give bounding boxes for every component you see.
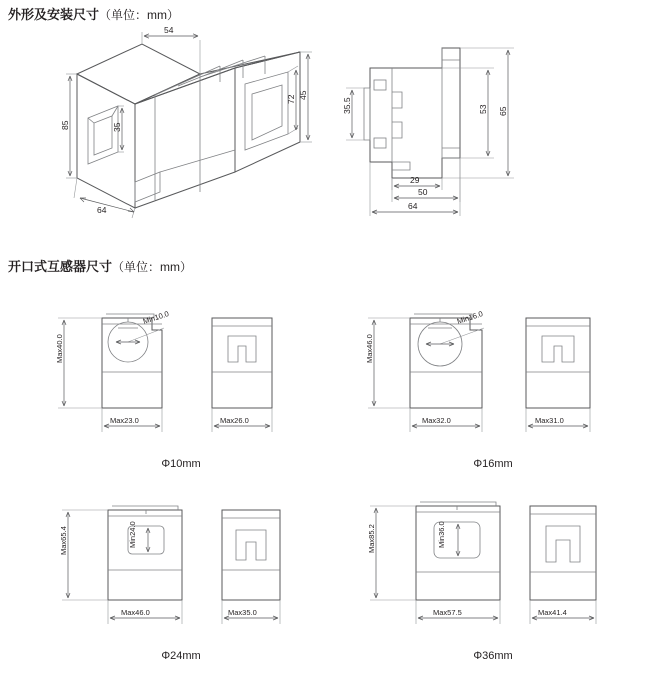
- dim-side-bottom-c: 64: [408, 201, 418, 211]
- ct-drawing-2: [36, 492, 326, 642]
- ct-caption-2: Φ24mm: [161, 650, 201, 662]
- dim-ct1-height: Max46.0: [365, 334, 374, 363]
- dim-ct1-width: Max32.0: [422, 416, 451, 425]
- dim-ct0-window: Min10.0: [141, 309, 170, 326]
- ct-drawing-0: [36, 300, 326, 450]
- dim-ct3-side-width: Max41.4: [538, 608, 567, 617]
- section-title-dimensions: [8, 4, 179, 23]
- dim-ct0-height: Max40.0: [55, 334, 64, 363]
- dim-side-bottom-a: 29: [410, 175, 420, 185]
- dim-side-left: 35.5: [342, 97, 352, 114]
- dim-ct1-window: Min16.0: [455, 309, 484, 326]
- ct-caption-3: Φ36mm: [473, 650, 513, 662]
- dim-front-left-tall: 85: [60, 120, 70, 130]
- dim-ct0-width: Max23.0: [110, 416, 139, 425]
- dim-ct2-width: Max46.0: [121, 608, 150, 617]
- ct-drawing-3: [348, 492, 638, 642]
- ct-drawing-1: [348, 300, 638, 450]
- ct-caption-0: Φ10mm: [161, 458, 201, 470]
- dim-side-right-inner: 53: [478, 104, 488, 114]
- dim-front-bottom: 64: [97, 205, 107, 215]
- dim-front-right-a: 45: [298, 90, 308, 100]
- dim-ct2-window: Min24.0: [128, 521, 137, 548]
- section-unit-note: （单位：mm）: [112, 260, 193, 274]
- dim-side-right-outer: 65: [498, 106, 508, 116]
- section-unit-note: （单位：mm）: [99, 8, 180, 22]
- ct-caption-1: Φ16mm: [473, 458, 513, 470]
- dim-front-left-small: 35: [112, 122, 122, 132]
- dim-ct3-width: Max57.5: [433, 608, 462, 617]
- dim-front-top: 54: [164, 25, 174, 35]
- dim-side-bottom-b: 50: [418, 187, 428, 197]
- dim-ct2-side-width: Max35.0: [228, 608, 257, 617]
- section-title-ct: [8, 256, 192, 275]
- dim-ct3-height: Max85.2: [367, 524, 376, 553]
- dim-ct1-side-width: Max31.0: [535, 416, 564, 425]
- dim-ct3-window: Min36.0: [437, 521, 446, 548]
- dim-front-right-b: 72: [286, 94, 296, 104]
- dim-ct0-side-width: Max26.0: [220, 416, 249, 425]
- meter-side-drawing: [330, 30, 590, 220]
- dim-ct2-height: Max65.4: [59, 526, 68, 555]
- section-title-text: 开口式互感器尺寸: [8, 259, 113, 274]
- meter-isometric-drawing: [60, 22, 320, 222]
- section-title-text: 外形及安装尺寸: [8, 7, 100, 22]
